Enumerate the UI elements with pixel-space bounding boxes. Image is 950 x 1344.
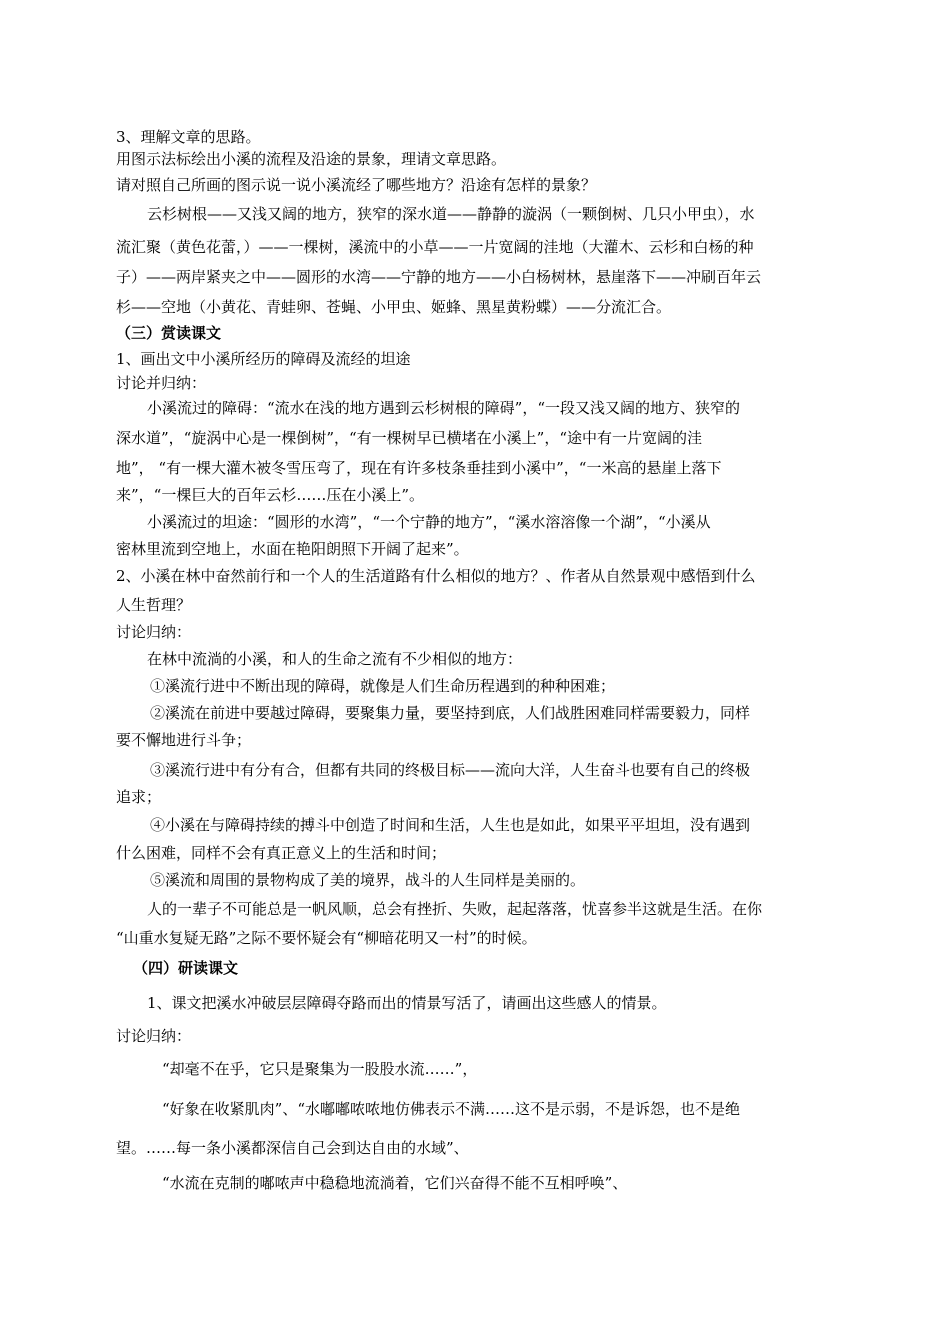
point-3-line: ③溪流行进中有分有合，但都有共同的终极目标——流向大洋，人生奋斗也要有自己的终极 bbox=[150, 761, 751, 779]
point-4-line: 什么困难，同样不会有真正意义上的生活和时间； bbox=[116, 844, 447, 862]
section-4-heading: （四）研读课文 bbox=[133, 959, 239, 977]
obstacles-paragraph-line: 地”， “有一棵大灌木被冬雪压弯了，现在有许多枝条垂挂到小溪中”，“一米高的悬崖上落下 bbox=[116, 459, 722, 477]
discussion-label: 讨论并归纳： bbox=[116, 374, 207, 392]
question-line: 请对照自己所画的图示说一说小溪流经了哪些地方？沿途有怎样的景象？ bbox=[116, 176, 597, 194]
route-paragraph-line: 流汇聚（黄色花蕾，）——一棵树，溪流中的小草——一片宽阔的洼地（大灌木、云杉和白杨的种 bbox=[116, 238, 754, 256]
route-paragraph-line: 杉——空地（小黄花、青蛙卵、苍蝇、小甲虫、姬蜂、黑星黄粉蝶）——分流汇合。 bbox=[116, 298, 672, 316]
task-1-line: 1、画出文中小溪所经历的障碍及流经的坦途 bbox=[116, 350, 411, 368]
quote-line: “好象在收紧肌肉”、“水嘟嘟哝哝地仿佛表示不满……这不是示弱，不是诉怨，也不是绝 bbox=[162, 1100, 741, 1118]
task-2-line: 人生哲理？ bbox=[116, 596, 192, 614]
point-5-line: ⑤溪流和周围的景物构成了美的境界，战斗的人生同样是美丽的。 bbox=[150, 871, 586, 889]
smooth-path-paragraph-line: 小溪流过的坦途：“圆形的水湾”，“一个宁静的地方”，“溪水溶溶像一个湖”，“小溪从 bbox=[147, 513, 711, 531]
smooth-path-paragraph-line: 密林里流到空地上，水面在艳阳朗照下开阔了起来”。 bbox=[116, 540, 469, 558]
quote-line: “却毫不在乎，它只是聚集为一股股水流……”， bbox=[162, 1060, 478, 1078]
discussion-label: 讨论归纳： bbox=[116, 1027, 192, 1045]
discussion-label: 讨论归纳： bbox=[116, 623, 192, 641]
similarity-intro-line: 在林中流淌的小溪，和人的生命之流有不少相似的地方： bbox=[147, 650, 523, 668]
life-paragraph-line: 人的一辈子不可能总是一帆风顺，总会有挫折、失败，起起落落，忧喜参半这就是生活。在你 bbox=[147, 900, 763, 918]
obstacles-paragraph-line: 深水道”，“旋涡中心是一棵倒树”，“有一棵树早已横堵在小溪上”，“途中有一片宽阔的洼 bbox=[116, 429, 703, 447]
obstacles-paragraph-line: 来”，“一棵巨大的百年云杉……压在小溪上”。 bbox=[116, 486, 425, 504]
point-3-line: 追求； bbox=[116, 788, 162, 806]
task-2-line: 2、小溪在林中奋然前行和一个人的生活道路有什么相似的地方？、作者从自然景观中感悟到什么 bbox=[116, 567, 756, 585]
section-3-heading: （三）赏读课文 bbox=[116, 324, 222, 342]
life-paragraph-line: “山重水复疑无路”之际不要怀疑会有“柳暗花明又一村”的时候。 bbox=[116, 929, 537, 947]
point-2-line: ②溪流在前进中要越过障碍，要聚集力量，要坚持到底，人们战胜困难同样需要毅力，同样 bbox=[150, 704, 751, 722]
quote-line: “水流在克制的嘟哝声中稳稳地流淌着，它们兴奋得不能不互相呼唤”、 bbox=[162, 1174, 628, 1192]
point-1-line: ①溪流行进中不断出现的障碍，就像是人们生命历程遇到的种种困难； bbox=[150, 677, 616, 695]
route-paragraph-line: 子）——两岸紧夹之中——圆形的水湾——宁静的地方——小白杨树林，悬崖落下——冲刷百年云 bbox=[116, 268, 762, 286]
obstacles-paragraph-line: 小溪流过的障碍：“流水在浅的地方遇到云杉树根的障碍”，“一段又浅又阔的地方、狭窄的 bbox=[147, 399, 741, 417]
quote-line: 望。……每一条小溪都深信自己会到达自由的水域”、 bbox=[116, 1139, 469, 1157]
step-3-heading: 3、理解文章的思路。 bbox=[116, 128, 261, 146]
point-4-line: ④小溪在与障碍持续的搏斗中创造了时间和生活，人生也是如此，如果平平坦坦，没有遇到 bbox=[150, 816, 751, 834]
instruction-line: 用图示法标绘出小溪的流程及沿途的景象，理请文章思路。 bbox=[116, 150, 507, 168]
route-paragraph-line: 云杉树根——又浅又阔的地方，狭窄的深水道——静静的漩涡（一颗倒树、几只小甲虫），水 bbox=[147, 205, 755, 223]
point-2-line: 要不懈地进行斗争； bbox=[116, 731, 252, 749]
section-4-task-line: 1、课文把溪水冲破层层障碍夺路而出的情景写活了，请画出这些感人的情景。 bbox=[147, 994, 667, 1012]
